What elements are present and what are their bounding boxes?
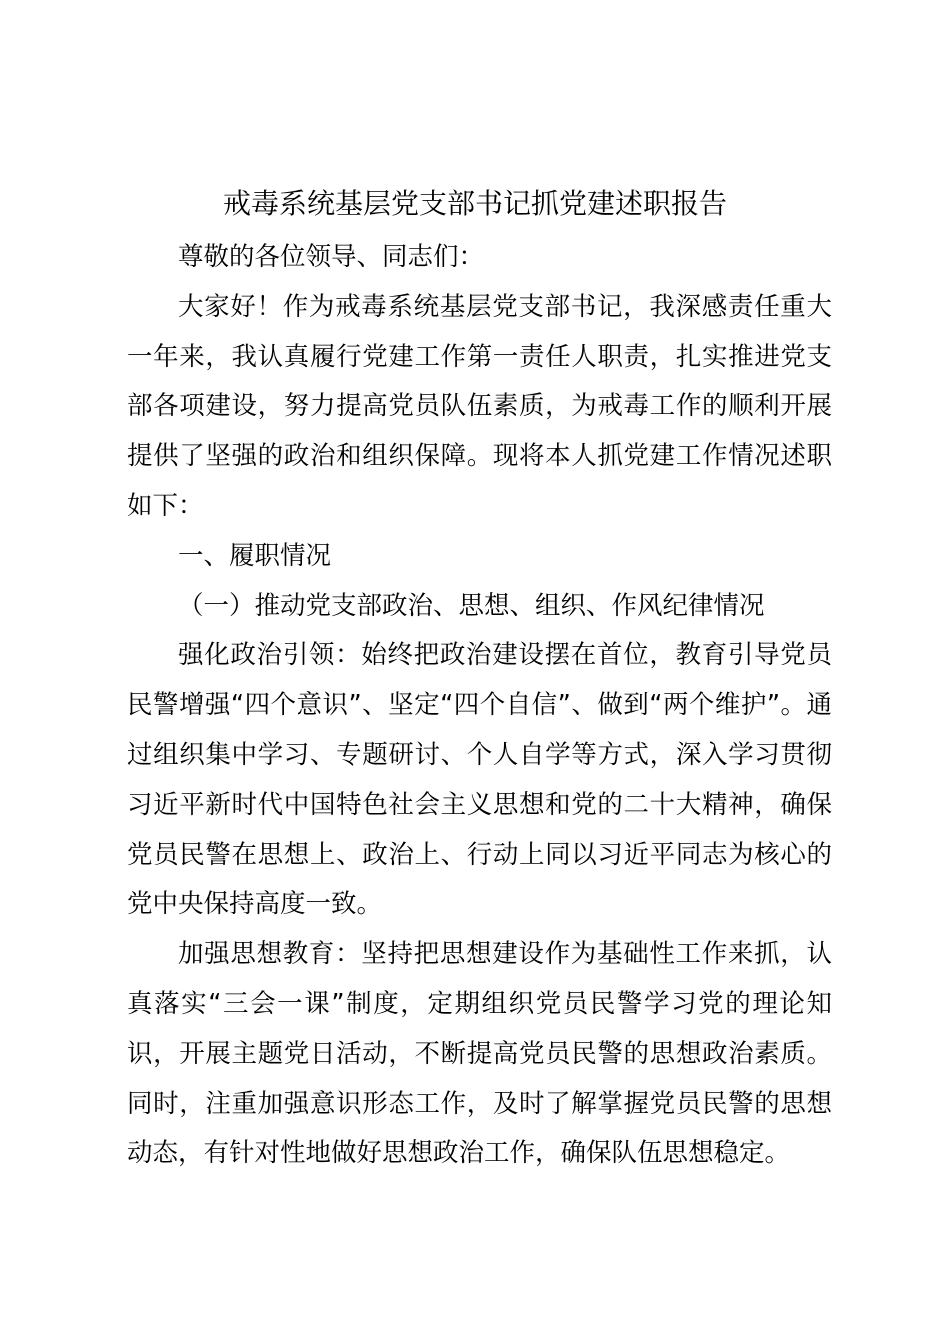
document-title: 戒毒系统基层党支部书记抓党建述职报告	[222, 187, 727, 220]
subsection-heading: （一）推动党支部政治、思想、组织、作风纪律情况	[178, 590, 765, 621]
political-paragraph: 强化政治引领：始终把政治建设摆在首位，教育引导党员民警增强“四个意识”、坚定“四个自信”、做到“两个维护”。通过组织集中学习、专题研讨、个人自学等方式，深入学习贯彻习近平新时代中国特色社会主义思想和党的二十大精神，确保党员民警在思想上、政治上、行动上同以习近平同志为核心的党中央保持高度一致。	[127, 640, 832, 920]
document-body	[127, 233, 832, 1179]
salutation: 尊敬的各位领导、同志们：	[178, 242, 485, 272]
section-heading: 一、履职情况	[178, 540, 332, 571]
intro-paragraph: 大家好！作为戒毒系统基层党支部书记，我深感责任重大一年来，我认真履行党建工作第一责任人职责，扎实推进党支部各项建设，努力提高党员队伍素质，为戒毒工作的顺利开展提供了坚强的政治和组织保障。现将本人抓党建工作情况述职如下：	[127, 291, 832, 521]
ideological-paragraph: 加强思想教育：坚持把思想建设作为基础性工作来抓，认真落实“三会一课”制度，定期组织党员民警学习党的理论知识，开展主题党日活动，不断提高党员民警的思想政治素质。同时，注重加强意识形态工作，及时了解掌握党员民警的思想动态，有针对性地做好思想政治工作，确保队伍思想稳定。	[127, 939, 832, 1169]
